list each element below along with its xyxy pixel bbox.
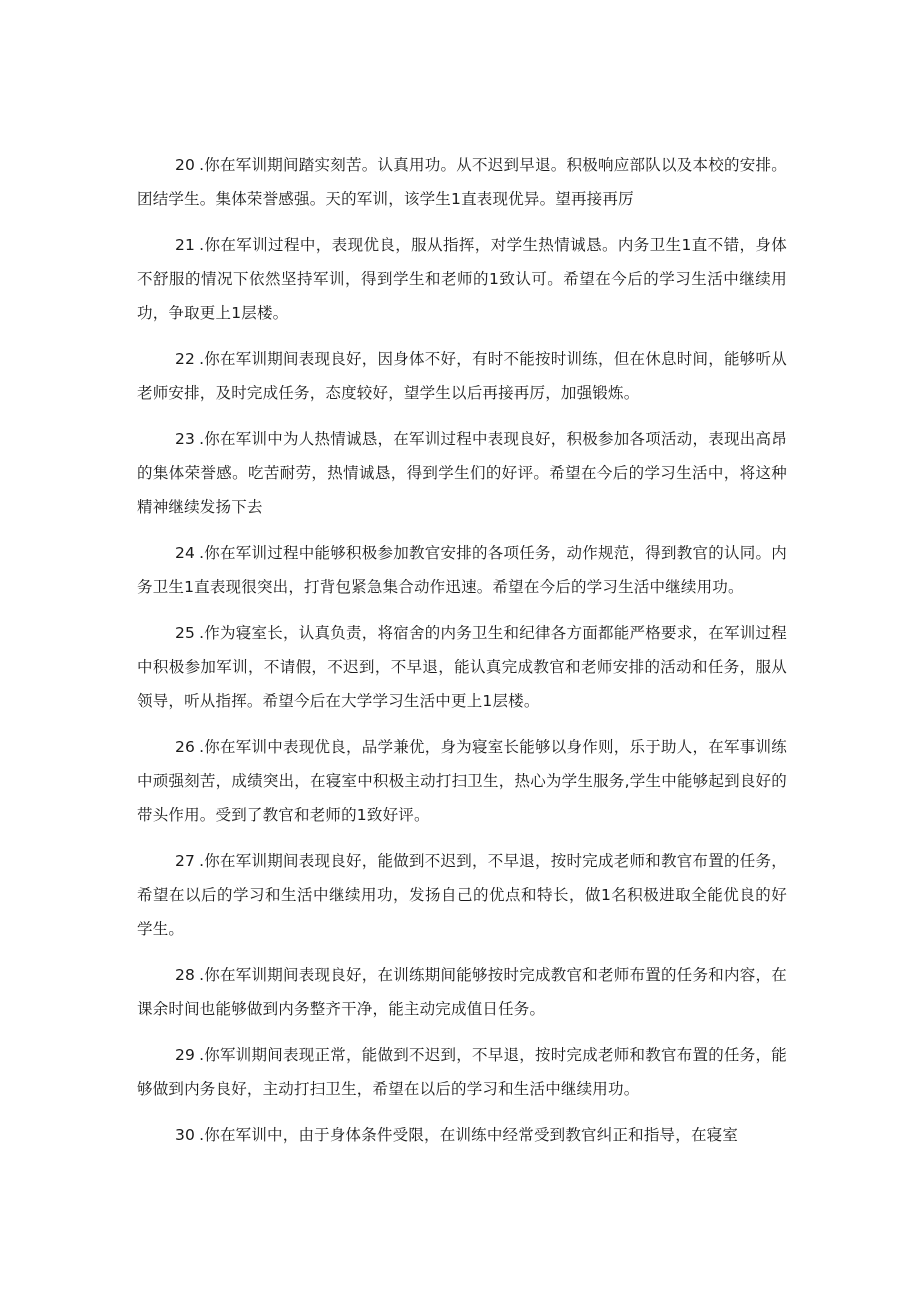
item-text: .你在军训期间表现良好，能做到不迟到，不早退，按时完成老师和教官布置的任务，希望在以后的学习和生活中继续用功，发扬自己的优点和特长，做1名积极进取全能优良的好学生。 [137, 852, 787, 938]
item-number: 28 [175, 966, 196, 984]
paragraph-23 [137, 422, 787, 524]
item-text: .你在军训期间踏实刻苦。认真用功。从不迟到早退。积极响应部队以及本校的安排。团结学生。集体荣誉感强。天的军训，该学生1直表现优异。望再接再厉 [137, 156, 787, 208]
paragraph-24 [137, 536, 787, 604]
paragraph-28 [137, 958, 787, 1026]
paragraph-29 [137, 1038, 787, 1106]
item-text: .你在军训中，由于身体条件受限，在训练中经常受到教官纠正和指导，在寝室 [199, 1126, 739, 1144]
item-number: 21 [175, 236, 196, 254]
item-text: .你军训期间表现正常，能做到不迟到，不早退，按时完成老师和教官布置的任务，能够做到内务良好，主动打扫卫生，希望在以后的学习和生活中继续用功。 [137, 1046, 787, 1098]
item-number: 23 [175, 430, 196, 448]
item-number: 26 [175, 738, 196, 756]
item-text: .你在军训中为人热情诚恳，在军训过程中表现良好，积极参加各项活动，表现出高昂的集体荣誉感。吃苦耐劳，热情诚恳，得到学生们的好评。希望在今后的学习生活中，将这种精神继续发扬下去 [137, 430, 787, 516]
paragraph-26 [137, 730, 787, 832]
item-text: .你在军训期间表现良好，因身体不好，有时不能按时训练，但在休息时间，能够听从老师安排，及时完成任务，态度较好，望学生以后再接再厉，加强锻炼。 [137, 350, 787, 402]
item-text: .你在军训期间表现良好，在训练期间能够按时完成教官和老师布置的任务和内容，在课余时间也能够做到内务整齐干净，能主动完成值日任务。 [137, 966, 787, 1018]
paragraph-25 [137, 616, 787, 718]
paragraph-22 [137, 342, 787, 410]
item-text: .你在军训过程中，表现优良，服从指挥，对学生热情诚恳。内务卫生1直不错，身体不舒服的情况下依然坚持军训，得到学生和老师的1致认可。希望在今后的学习生活中继续用功，争取更上1层楼。 [137, 236, 787, 322]
item-number: 20 [175, 156, 196, 174]
item-number: 29 [175, 1046, 196, 1064]
item-number: 27 [175, 852, 196, 870]
item-number: 22 [175, 350, 196, 368]
item-text: .你在军训中表现优良，品学兼优，身为寝室长能够以身作则，乐于助人，在军事训练中顽强刻苦，成绩突出，在寝室中积极主动打扫卫生，热心为学生服务,学生中能够起到良好的带头作用。受到了教官和老师的1致好评。 [137, 738, 787, 824]
item-text: .作为寝室长，认真负责，将宿舍的内务卫生和纪律各方面都能严格要求，在军训过程中积极参加军训，不请假，不迟到，不早退，能认真完成教官和老师安排的活动和任务，服从领导，听从指挥。希望今后在大学学习生活中更上1层楼。 [137, 624, 787, 710]
paragraph-21 [137, 228, 787, 330]
paragraph-27 [137, 844, 787, 946]
item-number: 30 [175, 1126, 196, 1144]
item-text: .你在军训过程中能够积极参加教官安排的各项任务，动作规范，得到教官的认同。内务卫生1直表现很突出，打背包紧急集合动作迅速。希望在今后的学习生活中继续用功。 [137, 544, 787, 596]
paragraph-20 [137, 148, 787, 216]
paragraph-30 [137, 1118, 787, 1152]
item-number: 25 [175, 624, 196, 642]
document-body [137, 148, 787, 1152]
item-number: 24 [175, 544, 196, 562]
